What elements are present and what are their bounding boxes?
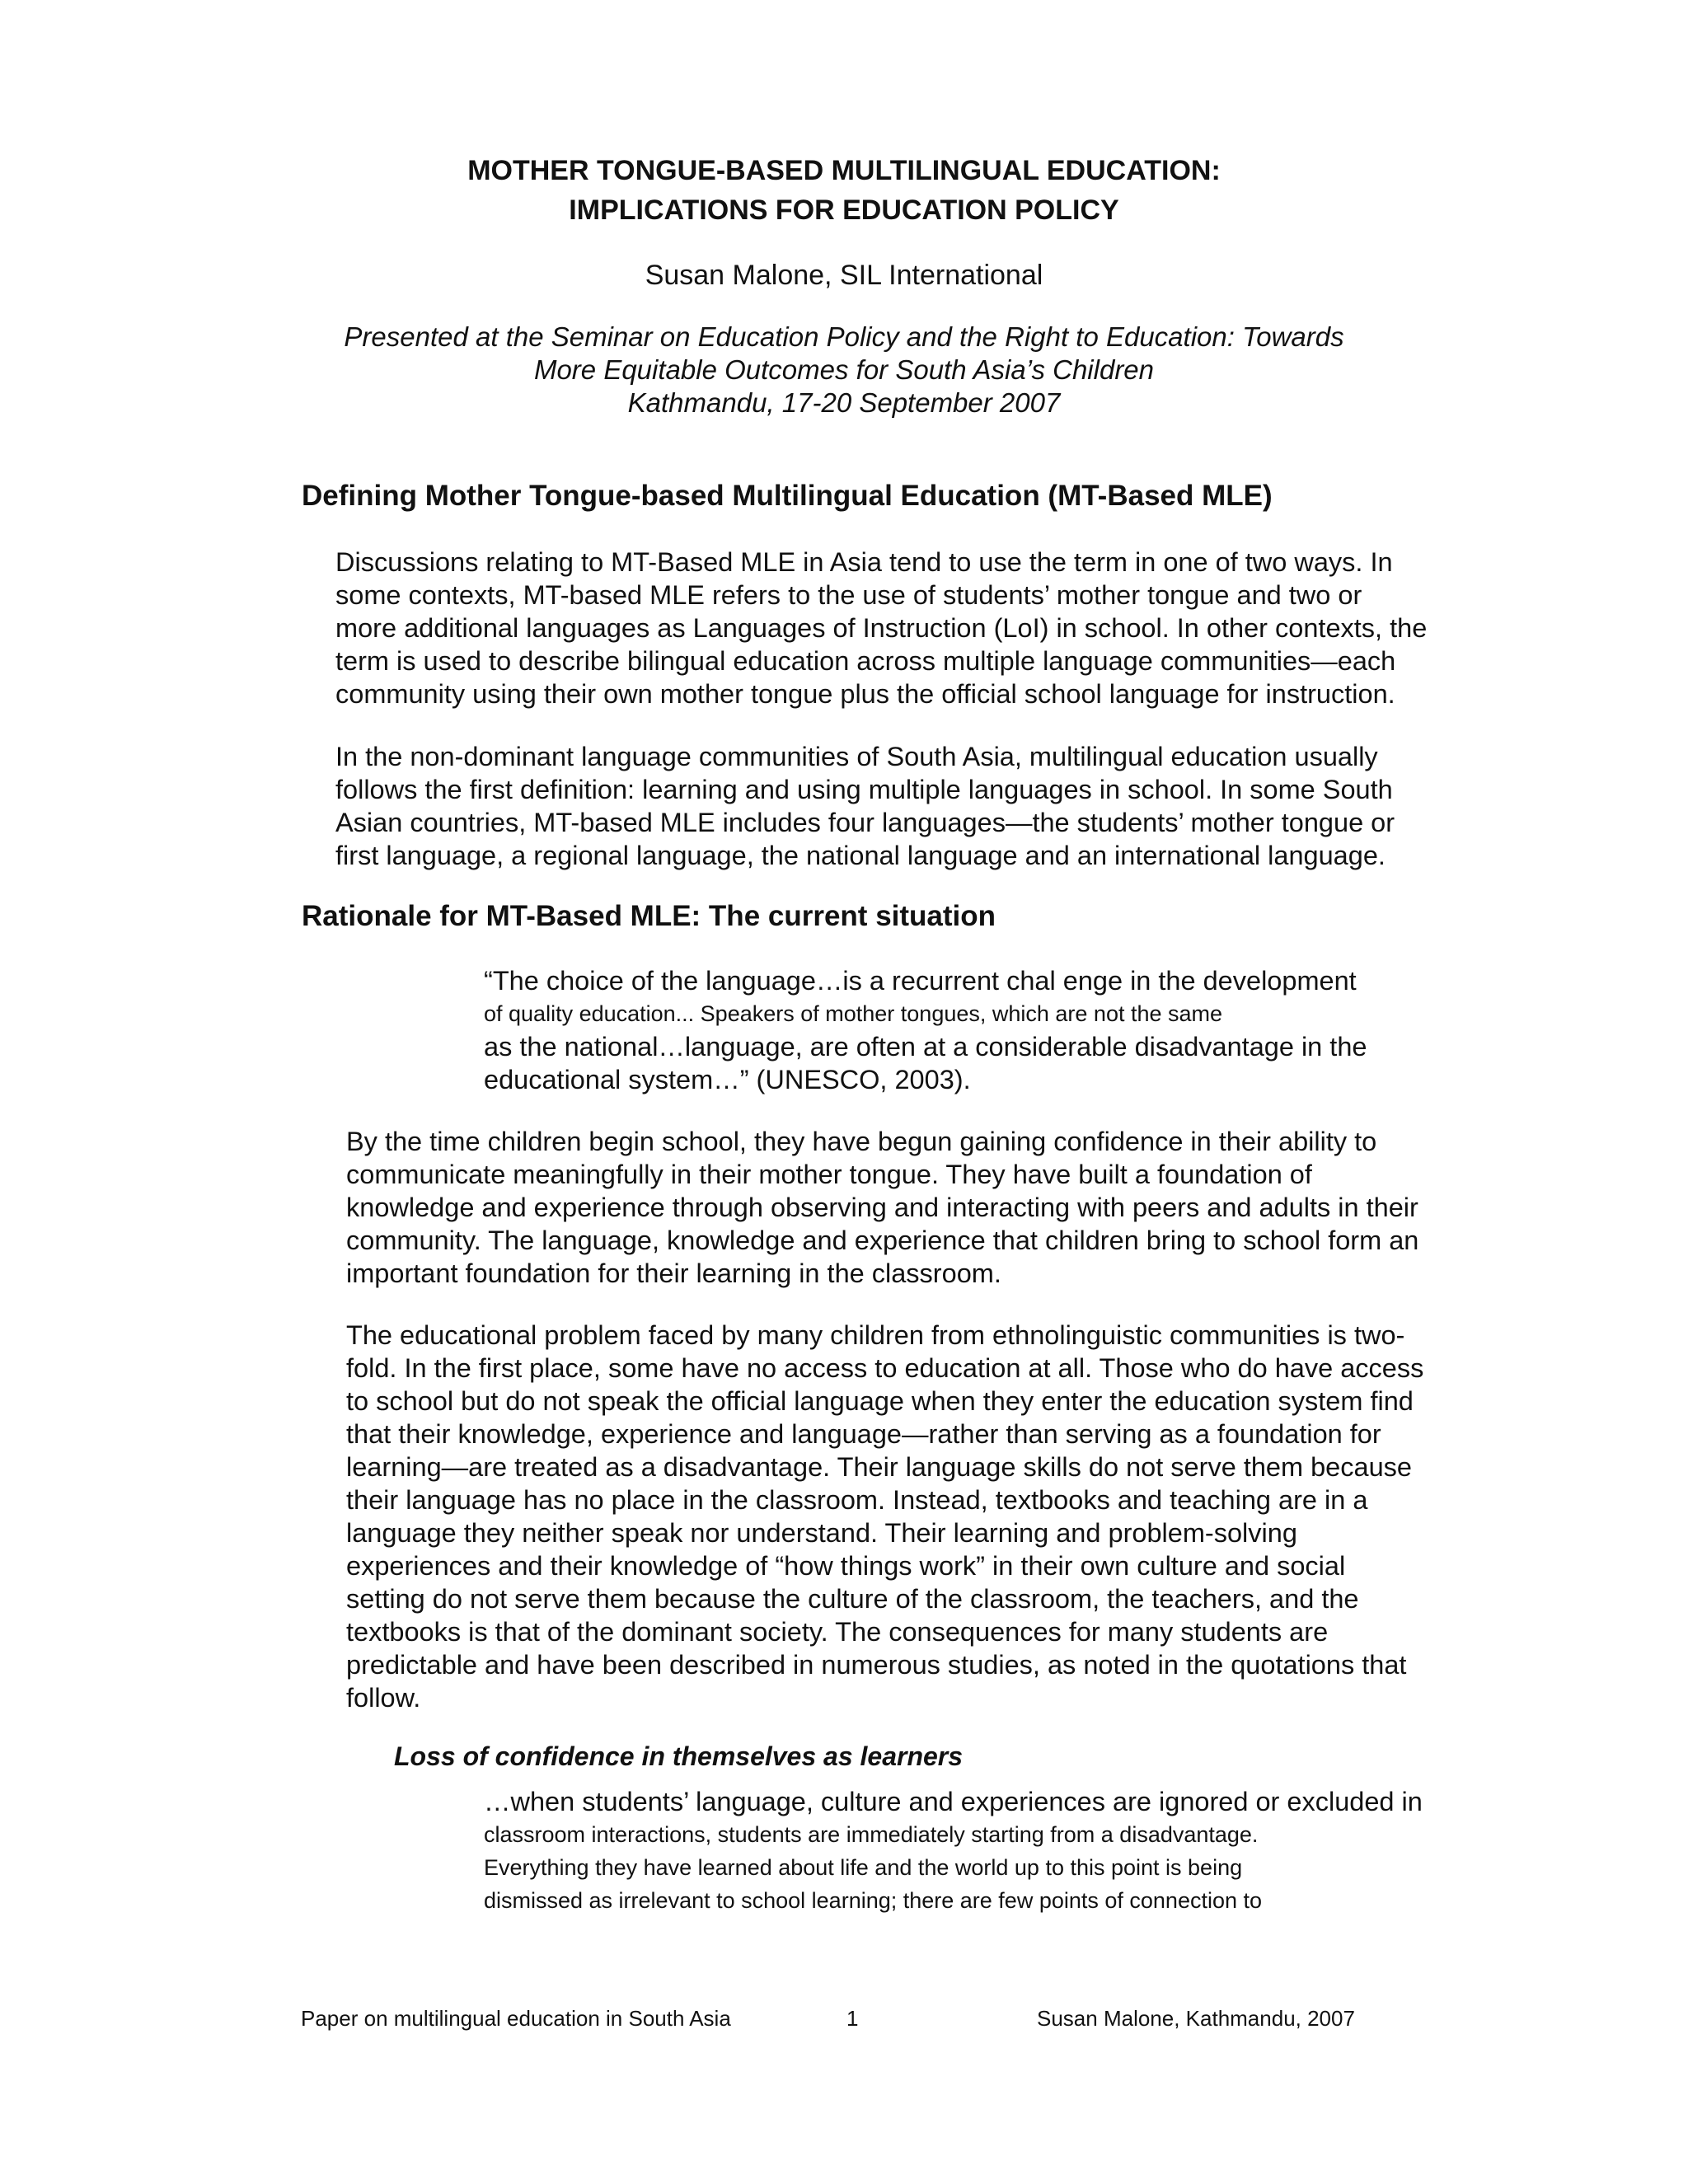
quote-line: as the national…language, are often at a considerable disadvantage in the bbox=[484, 1032, 1367, 1062]
quote-line: dismissed as irrelevant to school learning; there are few points of connection to bbox=[484, 1888, 1263, 1913]
paragraph-children-begin-school bbox=[346, 1125, 1418, 1290]
title-line: IMPLICATIONS FOR EDUCATION POLICY bbox=[569, 194, 1119, 226]
document-title bbox=[288, 151, 1400, 230]
text-line: their language has no place in the classroom. Instead, textbooks and teaching are in a bbox=[346, 1485, 1368, 1515]
text-line: learning—are treated as a disadvantage. Their language skills do not serve them because bbox=[346, 1452, 1412, 1482]
block-quote-unesco bbox=[484, 964, 1367, 1096]
presentation-line: Kathmandu, 17-20 September 2007 bbox=[627, 387, 1061, 418]
text-line: knowledge and experience through observing and interacting with peers and adults in their bbox=[346, 1193, 1418, 1222]
text-line: important foundation for their learning in the classroom. bbox=[346, 1258, 1001, 1288]
text-line: community. The language, knowledge and experience that children bring to school form an bbox=[346, 1226, 1419, 1255]
text-line: Asian countries, MT-based MLE includes four languages—the students’ mother tongue or bbox=[335, 808, 1395, 837]
text-line: communicate meaningfully in their mother tongue. They have built a foundation of bbox=[346, 1160, 1312, 1189]
quote-line: educational system…” (UNESCO, 2003). bbox=[484, 1065, 971, 1094]
text-line: By the time children begin school, they have begun gaining confidence in their ability to bbox=[346, 1127, 1377, 1156]
quote-line: …when students’ language, culture and experiences are ignored or excluded in bbox=[484, 1787, 1423, 1816]
text-line: language they neither speak nor understand. Their learning and problem-solving bbox=[346, 1518, 1297, 1548]
text-line: term is used to describe bilingual education across multiple language communities—each bbox=[335, 646, 1396, 676]
text-line: Discussions relating to MT-Based MLE in Asia tend to use the term in one of two ways. In bbox=[335, 547, 1393, 577]
footer-right: Susan Malone, Kathmandu, 2007 bbox=[1037, 2006, 1355, 2031]
author-line: Susan Malone, SIL International bbox=[645, 260, 1043, 291]
text-line: some contexts, MT-based MLE refers to the use of students’ mother tongue and two or bbox=[335, 580, 1362, 610]
quote-line: Everything they have learned about life and the world up to this point is being bbox=[484, 1855, 1243, 1880]
text-line: follows the first definition: learning and using multiple languages in school. In some South bbox=[335, 775, 1393, 804]
text-line: The educational problem faced by many children from ethnolinguistic communities is two- bbox=[346, 1320, 1405, 1350]
subheading-loss-of-confidence: Loss of confidence in themselves as learners bbox=[394, 1741, 964, 1771]
quote-line: of quality education... Speakers of mother tongues, which are not the same bbox=[484, 1001, 1223, 1026]
section-heading-defining: Defining Mother Tongue-based Multilingual Education (MT-Based MLE) bbox=[302, 480, 1273, 512]
text-line: In the non-dominant language communities of South Asia, multilingual education usually bbox=[335, 742, 1378, 771]
page-number: 1 bbox=[846, 2006, 859, 2031]
text-line: predictable and have been described in numerous studies, as noted in the quotations that bbox=[346, 1650, 1407, 1680]
block-quote-ignored bbox=[484, 1785, 1423, 1917]
paragraph-educational-problem bbox=[346, 1319, 1423, 1714]
text-line: community using their own mother tongue plus the official school language for instruction. bbox=[335, 679, 1395, 709]
quote-line: “The choice of the language…is a recurrent chal enge in the development bbox=[484, 966, 1357, 996]
title-line: MOTHER TONGUE-BASED MULTILINGUAL EDUCATION: bbox=[467, 155, 1221, 186]
text-line: that their knowledge, experience and language—rather than serving as a foundation for bbox=[346, 1419, 1381, 1449]
text-line: first language, a regional language, the national language and an international language. bbox=[335, 841, 1386, 870]
text-line: experiences and their knowledge of “how things work” in their own culture and social bbox=[346, 1551, 1346, 1581]
section-heading-rationale: Rationale for MT-Based MLE: The current situation bbox=[302, 900, 996, 932]
text-line: to school but do not speak the official language when they enter the education system find bbox=[346, 1386, 1414, 1416]
text-line: setting do not serve them because the culture of the classroom, the teachers, and the bbox=[346, 1584, 1359, 1614]
paragraph-definitions bbox=[335, 546, 1427, 710]
paragraph-south-asia bbox=[335, 740, 1395, 872]
text-line: fold. In the first place, some have no access to education at all. Those who do have access bbox=[346, 1353, 1424, 1383]
presentation-line: More Equitable Outcomes for South Asia’s Children bbox=[533, 354, 1155, 385]
presentation-line: Presented at the Seminar on Education Policy and the Right to Education: Towards bbox=[344, 321, 1344, 352]
footer-left: Paper on multilingual education in South Asia bbox=[301, 2006, 731, 2031]
text-line: textbooks is that of the dominant society. The consequences for many students are bbox=[346, 1617, 1329, 1647]
text-line: follow. bbox=[346, 1683, 421, 1713]
quote-line: classroom interactions, students are immediately starting from a disadvantage. bbox=[484, 1822, 1259, 1847]
text-line: more additional languages as Languages of Instruction (LoI) in school. In other contexts, the bbox=[335, 613, 1428, 643]
presentation-info bbox=[247, 321, 1441, 419]
